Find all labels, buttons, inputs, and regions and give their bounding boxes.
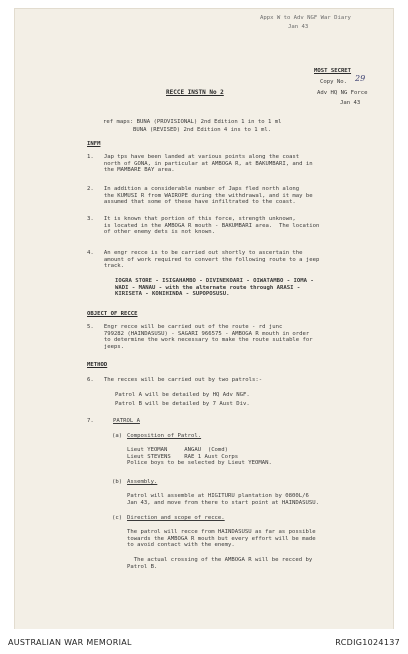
ref-maps-line-1: ref maps: BUNA (PROVISIONAL) 2nd Edition 1 in to 1 ml <box>103 119 282 125</box>
paragraph-3: 3. It is known that portion of this force, strength unknown, is located in the AMBOGA R mouth - BAKUMBARI area. The location of other enemy dets is not known. <box>87 216 320 236</box>
sub-c-label: (c) <box>112 515 123 521</box>
copy-number-label: Copy No. <box>320 79 347 85</box>
assembly-heading: Assembly. <box>127 479 158 485</box>
direction-heading: Direction and scope of recce. <box>127 515 225 521</box>
issuing-date: Jan 43 <box>340 100 361 106</box>
section-heading-object: OBJECT OF RECCE <box>87 311 138 317</box>
section-heading-info: INFM <box>87 141 101 147</box>
paragraph-1: 1. Jap tps have been landed at various points along the coast north of GONA, in particular at AMBOGA R, at BAKUMBARI, and in the MAMBARE BAY area. <box>87 154 313 174</box>
patrol-a-heading: PATROL A <box>113 418 140 424</box>
patrol-a-assignment: Patrol A will be detailed by HQ Adv NGF. <box>115 392 250 398</box>
route-description: IOGRA STORE - ISIGAHAMBO - DIVINEKOARI - OIWATAMBO - IOMA - WADI - MANAU - with the alternate route through ARASI - KIRISETA - KONIHINDA - SUPOPOSUSU. <box>115 278 314 298</box>
sub-a-label: (a) <box>112 433 123 439</box>
composition-heading: Composition of Patrol. <box>127 433 202 439</box>
appendix-reference: Appx W to Adv NGF War Diary <box>260 15 351 21</box>
section-heading-method: METHOD <box>87 362 108 368</box>
paragraph-4: 4. An engr recce is to be carried out shortly to ascertain the amount of work required to convert the following route to a jeep track. <box>87 250 320 270</box>
direction-text-2: The actual crossing of the AMBOGA R will be recced by Patrol B. <box>127 557 313 570</box>
direction-text: The patrol will recce from HAINDASUSU as far as possible towards the AMBOGA R mouth but every effort will be made to avoid contact with the enemy. <box>127 529 316 549</box>
assembly-text: Patrol will assemble at HIGITURU plantation by 0800L/6 Jan 43, and move from there to start point at HAINDASUSU. <box>127 493 319 506</box>
issuing-hq: Adv HQ NG Force <box>317 90 368 96</box>
archive-name: AUSTRALIAN WAR MEMORIAL <box>8 638 132 647</box>
appendix-date: Jan 43 <box>288 24 309 30</box>
paragraph-7-number: 7. <box>87 418 94 424</box>
sub-b-label: (b) <box>112 479 123 485</box>
paragraph-6: 6. The recces will be carried out by two patrols:- <box>87 377 263 383</box>
patrol-b-assignment: Patrol B will be detailed by 7 Aust Div. <box>115 401 250 407</box>
copy-number-handwritten: 29 <box>355 74 366 83</box>
document-title: RECCE INSTN No 2 <box>166 89 224 96</box>
ref-maps-line-2: BUNA (REVISED) 2nd Edition 4 ins to 1 ml. <box>133 127 272 133</box>
composition-list: Lieut YEOMAN ANGAU (Comd) Lieut STEVENS RAE 1 Aust Corps Police boys to be selected by Lieut YEOMAN. <box>127 447 272 467</box>
paragraph-5: 5. Engr recce will be carried out of the route - rd junc 799282 (HAINDASUSU) - SAGARI 966575 - AMBOGA R mouth in order to determine the work necessary to make the route suitable for jeeps. <box>87 324 313 350</box>
archive-record-id: RCDIG1024137 <box>335 638 400 647</box>
archive-footer <box>0 629 408 654</box>
paragraph-2: 2. In addition a considerable number of Japs fled north along the KUMUSI R from WAIROPE during the withdrawal, and it may be assumed that some of these have infiltrated to the coast. <box>87 186 313 206</box>
classification-label: MOST SECRET <box>314 68 352 74</box>
